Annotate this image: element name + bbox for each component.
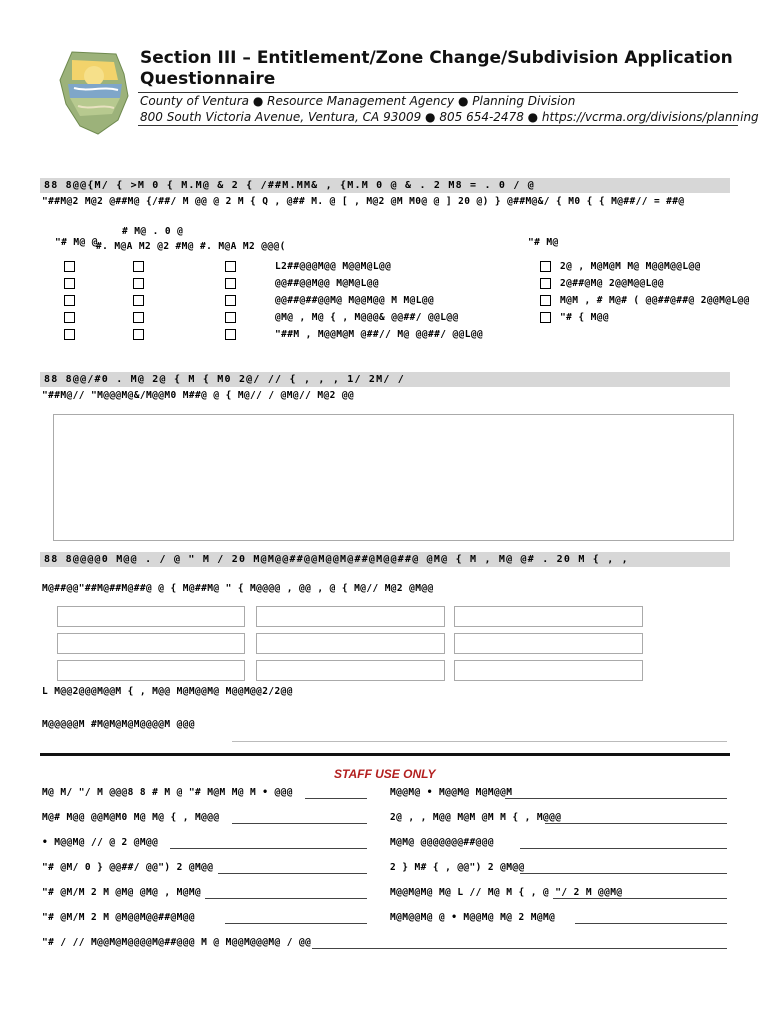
grid-field-r3-c1[interactable] bbox=[57, 660, 245, 681]
staff-left-5: "# @M/M 2 M @M@ @M@ , M@M@ bbox=[42, 887, 202, 898]
title-line-1: Section III – Entitlement/Zone Change/Subdivision Application bbox=[140, 48, 733, 68]
staff-right-3: M@M@ @@@@@@@##@@@ bbox=[390, 837, 495, 848]
checkbox-b-5[interactable] bbox=[133, 329, 144, 340]
option-right-4: "# { M@@ bbox=[560, 312, 609, 323]
staff-right-3-line[interactable] bbox=[520, 848, 727, 849]
section-3-question: M@@@@@M #M@M@M@M@@@@M @@@ bbox=[42, 719, 195, 730]
staff-right-1: M@@M@ • M@@M@ M@M@@M bbox=[390, 787, 513, 798]
grid-field-r3-c2[interactable] bbox=[256, 660, 445, 681]
col-c-heading: "# M@ bbox=[528, 237, 559, 248]
checkbox-d-1[interactable] bbox=[540, 261, 551, 272]
checkbox-a-3[interactable] bbox=[64, 295, 75, 306]
section-1-header-bar: 88 8@@{M/ { >M 0 { M.M@ & 2 { /##M.MM& , {M.M 0 @ & . 2 M8 = . 0 / @ bbox=[40, 178, 730, 193]
staff-left-6-line[interactable] bbox=[225, 923, 367, 924]
grid-field-r1-c2[interactable] bbox=[256, 606, 445, 627]
grid-field-r3-c3[interactable] bbox=[454, 660, 643, 681]
staff-bottom-line[interactable] bbox=[312, 948, 727, 949]
checkbox-a-2[interactable] bbox=[64, 278, 75, 289]
address-line: 800 South Victoria Avenue, Ventura, CA 93009 ● 805 654-2478 ● https://vcrma.org/divisions/planning bbox=[140, 110, 759, 124]
staff-left-3: • M@@M@ // @ 2 @M@@ bbox=[42, 837, 159, 848]
section-3-answer-line[interactable] bbox=[232, 741, 727, 742]
section-3-prompt: M@##@@"##M@##M@##@ @ { M@##M@ " { M@@@@ , @@ , @ { M@// M@2 @M@@ bbox=[42, 583, 434, 594]
checkbox-c-2[interactable] bbox=[225, 278, 236, 289]
staff-left-6: "# @M/M 2 M @M@@M@@##@M@@ bbox=[42, 912, 195, 923]
option-right-1: 2@ , M@M@M M@ M@@M@@L@@ bbox=[560, 261, 701, 272]
checkbox-c-5[interactable] bbox=[225, 329, 236, 340]
staff-left-4: "# @M/ 0 } @@##/ @@") 2 @M@@ bbox=[42, 862, 214, 873]
staff-right-6: M@M@@M@ @ • M@@M@ M@ 2 M@M@ bbox=[390, 912, 556, 923]
staff-right-2: 2@ , , M@@ M@M @M M { , M@@@ bbox=[390, 812, 562, 823]
checkbox-b-1[interactable] bbox=[133, 261, 144, 272]
staff-right-4-line[interactable] bbox=[520, 873, 727, 874]
option-left-4: @M@ , M@ { , M@@@& @@##/ @@L@@ bbox=[275, 312, 459, 323]
checkbox-b-2[interactable] bbox=[133, 278, 144, 289]
checkbox-b-4[interactable] bbox=[133, 312, 144, 323]
col-a-heading: "# M@ @ bbox=[55, 237, 98, 248]
grid-field-r2-c2[interactable] bbox=[256, 633, 445, 654]
staff-right-1-line[interactable] bbox=[505, 798, 727, 799]
option-left-2: @@##@@M@@ M@M@L@@ bbox=[275, 278, 380, 289]
grid-field-r1-c1[interactable] bbox=[57, 606, 245, 627]
staff-bottom-label: "# / // M@@M@M@@@@M@##@@@ M @ M@@M@@@M@ / @@ bbox=[42, 937, 312, 948]
section-2-header-bar: 88 8@@/#0 . M@ 2@ { M { M0 2@/ // { , , , 1/ 2M/ / bbox=[40, 372, 730, 387]
staff-use-only-title: STAFF USE ONLY bbox=[334, 767, 436, 781]
checkbox-a-5[interactable] bbox=[64, 329, 75, 340]
option-right-2: 2@##@M@ 2@@M@@L@@ bbox=[560, 278, 665, 289]
grid-field-r2-c1[interactable] bbox=[57, 633, 245, 654]
option-left-5: "##M , M@@M@M @##// M@ @@##/ @@L@@ bbox=[275, 329, 484, 340]
staff-right-4: 2 } M# { , @@") 2 @M@@ bbox=[390, 862, 525, 873]
option-right-3: M@M , # M@# ( @@##@##@ 2@@M@L@@ bbox=[560, 295, 750, 306]
section-2-prompt: "##M@// "M@@@M@&/M@@M0 M##@ @ { M@// / @M@// M@2 @@ bbox=[42, 390, 355, 401]
staff-left-1: M@ M/ "/ M @@@8 8 # M @ "# M@M M@ M • @@@ bbox=[42, 787, 293, 798]
form-title bbox=[140, 48, 733, 90]
agency-line: County of Ventura ● Resource Management Agency ● Planning Division bbox=[140, 94, 576, 108]
county-seal-logo bbox=[58, 50, 130, 136]
checkbox-c-1[interactable] bbox=[225, 261, 236, 272]
option-left-3: @@##@##@@M@ M@@M@@ M M@L@@ bbox=[275, 295, 435, 306]
checkbox-a-4[interactable] bbox=[64, 312, 75, 323]
checkbox-c-3[interactable] bbox=[225, 295, 236, 306]
header-rule-top bbox=[138, 92, 738, 93]
col-b-heading-1: # M@ . 0 @ bbox=[122, 226, 184, 237]
checkbox-b-3[interactable] bbox=[133, 295, 144, 306]
staff-right-5: M@@M@M@ M@ L // M@ M { , @ "/ 2 M @@M@ bbox=[390, 887, 623, 898]
staff-left-2-line[interactable] bbox=[232, 823, 367, 824]
staff-left-3-line[interactable] bbox=[170, 848, 367, 849]
staff-right-2-line[interactable] bbox=[545, 823, 727, 824]
project-description-textarea[interactable] bbox=[53, 414, 734, 541]
col-b-heading-2: #. M@A M2 @2 #M@ #. M@A M2 @@@( bbox=[96, 241, 286, 252]
checkbox-d-4[interactable] bbox=[540, 312, 551, 323]
staff-left-2: M@# M@@ @@M@M0 M@ M@ { , M@@@ bbox=[42, 812, 220, 823]
section-3-note: L M@@2@@@M@@M { , M@@ M@M@@M@ M@@M@@2/2@@ bbox=[42, 686, 293, 697]
header-rule-bottom bbox=[138, 125, 738, 126]
option-left-1: L2##@@@M@@ M@@M@L@@ bbox=[275, 261, 392, 272]
grid-field-r1-c3[interactable] bbox=[454, 606, 643, 627]
staff-left-1-line[interactable] bbox=[305, 798, 367, 799]
checkbox-a-1[interactable] bbox=[64, 261, 75, 272]
staff-right-5-line[interactable] bbox=[553, 898, 727, 899]
section-1-intro: "##M@2 M@2 @##M@ {/##/ M @@ @ 2 M { Q , @## M. @ [ , M@2 @M M0@ @ ] 20 @) } @##M@&/ { M0 { { M@##// = ##@ bbox=[42, 196, 685, 207]
staff-right-6-line[interactable] bbox=[575, 923, 727, 924]
checkbox-d-2[interactable] bbox=[540, 278, 551, 289]
section-3-header-bar: 88 8@@@@0 M@@ . / @ " M / 20 M@M@@##@@M@@M@##@M@@##@ @M@ { M , M@ @# . 20 M { , , bbox=[40, 552, 730, 567]
staff-divider bbox=[40, 753, 730, 756]
checkbox-c-4[interactable] bbox=[225, 312, 236, 323]
grid-field-r2-c3[interactable] bbox=[454, 633, 643, 654]
checkbox-d-3[interactable] bbox=[540, 295, 551, 306]
title-line-2: Questionnaire bbox=[140, 69, 276, 89]
staff-left-5-line[interactable] bbox=[205, 898, 367, 899]
staff-left-4-line[interactable] bbox=[218, 873, 367, 874]
